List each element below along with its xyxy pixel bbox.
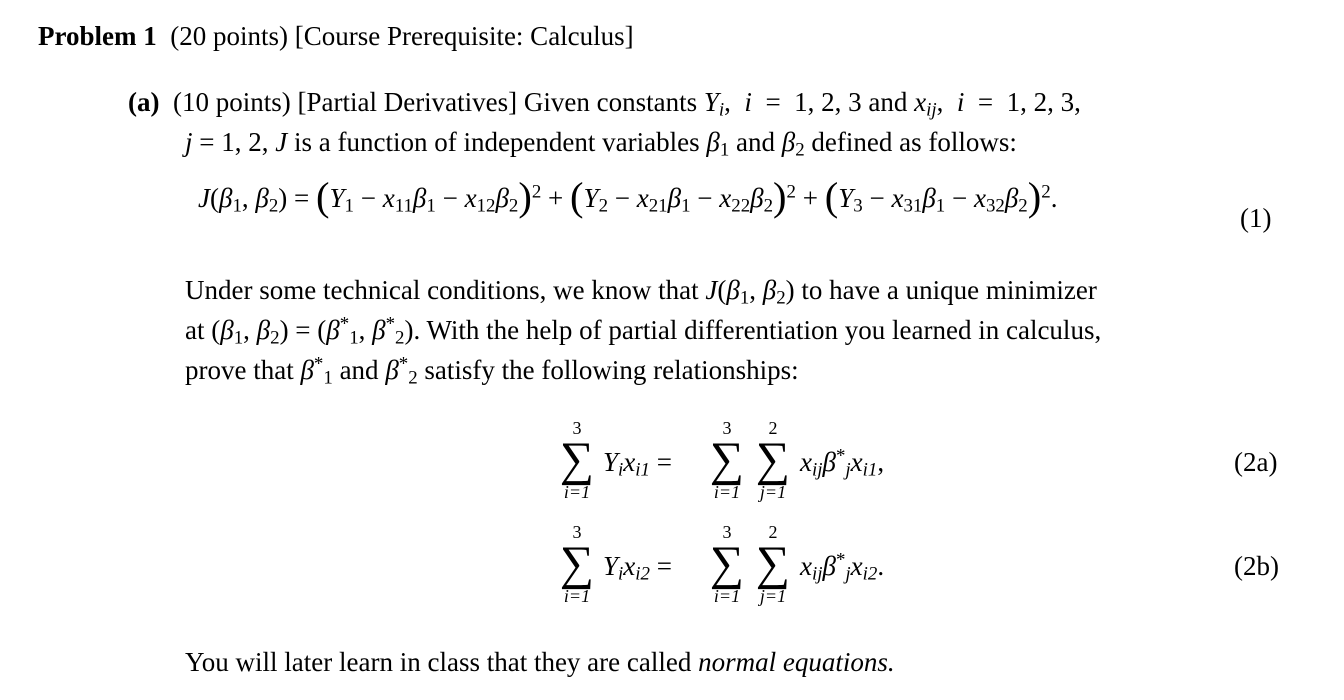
closing-emphasis: normal equations.: [698, 647, 895, 677]
equation-1: $J(\beta_1$, $\beta_2) = (Y_1 - x_{11}\beta_1 - x_{12}\beta_2)^2 + (Y_2 - x_{21}\beta_1 - x_{22}\beta_2)^2 + (Y_3 - x_{31}\beta_1 - x_{32}\beta_2)^2$.: [198, 174, 1058, 220]
math-beta1-star: $\beta^*_1$: [300, 353, 333, 389]
math-constants: $Y_i$, i = 1, 2, 3: [703, 87, 862, 121]
equation-2a-number: (2a): [1234, 447, 1278, 477]
sum-symbol: 3 ∑ i=1: [709, 418, 745, 502]
closing-text: You will later learn in class that they are called: [185, 647, 692, 677]
paragraph-line-2-end: . With the help of partial differentiation you learned in calculus,: [413, 315, 1102, 345]
and-word-2: and: [736, 127, 775, 157]
sum-symbol: 3 ∑ i=1: [559, 522, 595, 606]
sum-symbol: 2 ∑ j=1: [755, 418, 791, 502]
paragraph-line-1-text: Under some technical conditions, we know that: [185, 275, 699, 305]
part-a-line-2: [185, 126, 1017, 161]
problem-prereq: [Course Prerequisite: Calculus]: [294, 21, 634, 51]
paragraph-line-2-start: at: [185, 315, 205, 345]
problem-points: (20 points): [170, 21, 288, 51]
math-J-beta: $J(\beta_1$, $\beta_2$): [705, 275, 795, 309]
math-j-range: j = 1, 2, J: [185, 127, 288, 157]
math-beta2: $\beta_2$: [781, 127, 805, 161]
paragraph-line-3-start: prove that: [185, 355, 294, 385]
equation-1-number: (1): [1240, 203, 1272, 233]
part-a-points: (10 points): [172, 87, 291, 117]
paragraph-line-1-end: to have a unique minimizer: [801, 275, 1097, 305]
sum-symbol: 3 ∑ i=1: [559, 418, 595, 502]
sum-symbol: 2 ∑ j=1: [755, 522, 791, 606]
problem-label: Problem 1: [38, 21, 157, 51]
problem-document: Problem 1 (20 points) [Course Prerequisite: Calculus] (a) (10 points) [Partial Derivatives] Given constants $Y_i$, i = 1, 2, 3 and $x_{ij}$, i = 1, 2, 3, j = 1, 2, J is a function of independent variables $\beta_1$ and $\beta_2$ defined as follows: $J(\beta_1$, $\beta_2) = (Y_1 - x_{11}\beta_1 - x_{12}\beta_2)^2 + (Y_2 - x_{21}\beta_1 - x_{22}\beta_2)^2 + (Y_3 - x_{31}\beta_1 - x_{32}\beta_2)^2$. (1) Under some technical conditions, we know that $J(\beta_1$, $\beta_2$) to have a unique minimizer at ($\beta_1$, $\beta_2) = (\beta^*_1$, $\beta^*_2$). With the help of partial differentiation you learned in calculus, prove that $\beta^*_1$ and $\beta^*_2$ satisfy the following relationships: 3 ∑ i=1 $Y_ix_{i1}$ = 3 ∑ i=1 2 ∑ j=1 $x_{ij}\beta^*_jx_{i1}$, (2a) 3 ∑ i=1 $Y_ix_{i2}$ = 3 ∑ i=1 2 ∑ j=1 $x_{ij}\beta^*_jx_{i2}$. (2b) You will later learn in class that they are called normal equations.: [38, 21, 1279, 677]
paragraph-line-3-end: satisfy the following relationships:: [424, 355, 799, 385]
part-a-topic: [Partial Derivatives]: [297, 87, 518, 117]
paragraph-line-1: [185, 274, 1097, 309]
math-xij: $x_{ij}$, i = 1, 2, 3,: [914, 87, 1081, 121]
part-a-label: (a): [128, 87, 160, 117]
part-a-function-text: is a function of independent variables: [293, 127, 700, 157]
math-beta2-star: $\beta^*_2$: [385, 353, 418, 389]
part-a-given: Given constants: [523, 87, 698, 117]
problem-heading: [38, 20, 634, 52]
sum-symbol: 3 ∑ i=1: [709, 522, 745, 606]
math-beta1: $\beta_1$: [706, 127, 730, 161]
part-a-defined-text: defined as follows:: [811, 127, 1017, 157]
paragraph-line-2: [185, 313, 1102, 349]
part-a-line-1: [128, 86, 1081, 121]
and-word-1: and: [868, 87, 908, 117]
equation-2b-number: (2b): [1234, 551, 1279, 581]
math-minimizer: ($\beta_1$, $\beta_2) = (\beta^*_1$, $\beta^*_2$): [211, 313, 414, 349]
paragraph-line-3-mid: and: [339, 355, 379, 385]
closing-line: [185, 646, 895, 678]
paragraph-line-3: [185, 353, 799, 389]
